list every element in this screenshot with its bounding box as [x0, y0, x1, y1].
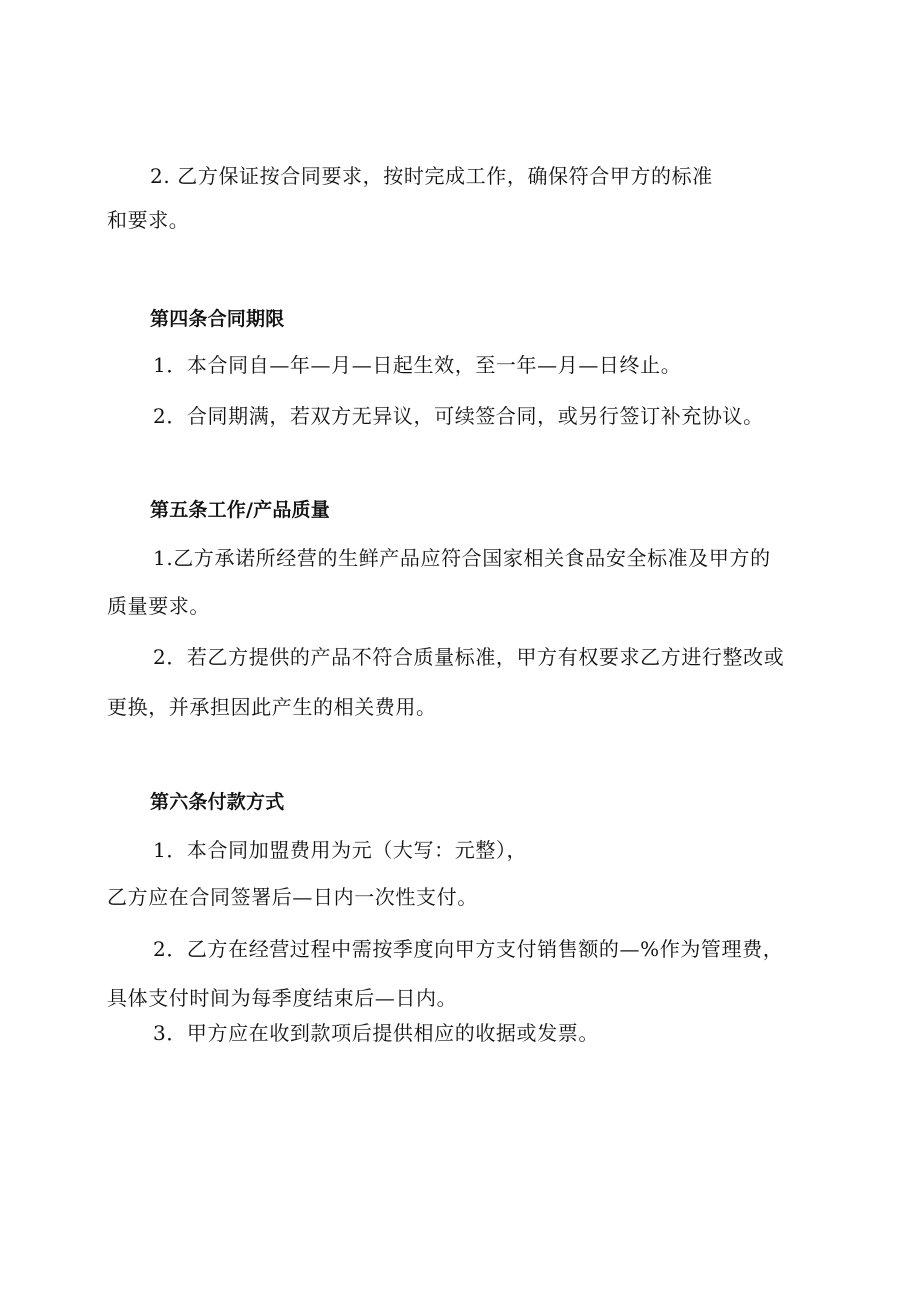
article5-item2-line1: 2．若乙方提供的产品不符合质量标准，甲方有权要求乙方进行整改或 [153, 645, 785, 669]
article5-heading: 第五条工作/产品质量 [150, 499, 330, 521]
article4-item1: 1．本合同自—年—月—日起生效，至一年—月—日终止。 [153, 353, 682, 377]
clause3-item2-line1: 2. 乙方保证按合同要求，按时完成工作，确保符合甲方的标准 [150, 164, 713, 188]
article5-item1-line1: 1.乙方承诺所经营的生鲜产品应符合国家相关食品安全标准及甲方的 [153, 546, 771, 570]
article4-item2: 2．合同期满，若双方无异议，可续签合同，或另行签订补充协议。 [153, 404, 764, 428]
article5-item2-line2: 更换，并承担因此产生的相关费用。 [107, 695, 437, 719]
article4-heading: 第四条合同期限 [150, 308, 285, 330]
article5-item1-line2: 质量要求。 [107, 594, 210, 618]
article6-item3: 3．甲方应在收到款项后提供相应的收据或发票。 [153, 1021, 599, 1045]
article6-item1-line1: 1．本合同加盟费用为元（大写：元整）， [153, 838, 528, 862]
article6-item2-line2: 具体支付时间为每季度结束后—日内。 [107, 986, 458, 1010]
article6-item2-line1: 2．乙方在经营过程中需按季度向甲方支付销售额的—%作为管理费， [153, 937, 784, 961]
clause3-item2-line2: 和要求。 [107, 208, 190, 232]
article6-item1-line2: 乙方应在合同签署后—日内一次性支付。 [107, 885, 478, 909]
article6-heading: 第六条付款方式 [150, 791, 285, 813]
